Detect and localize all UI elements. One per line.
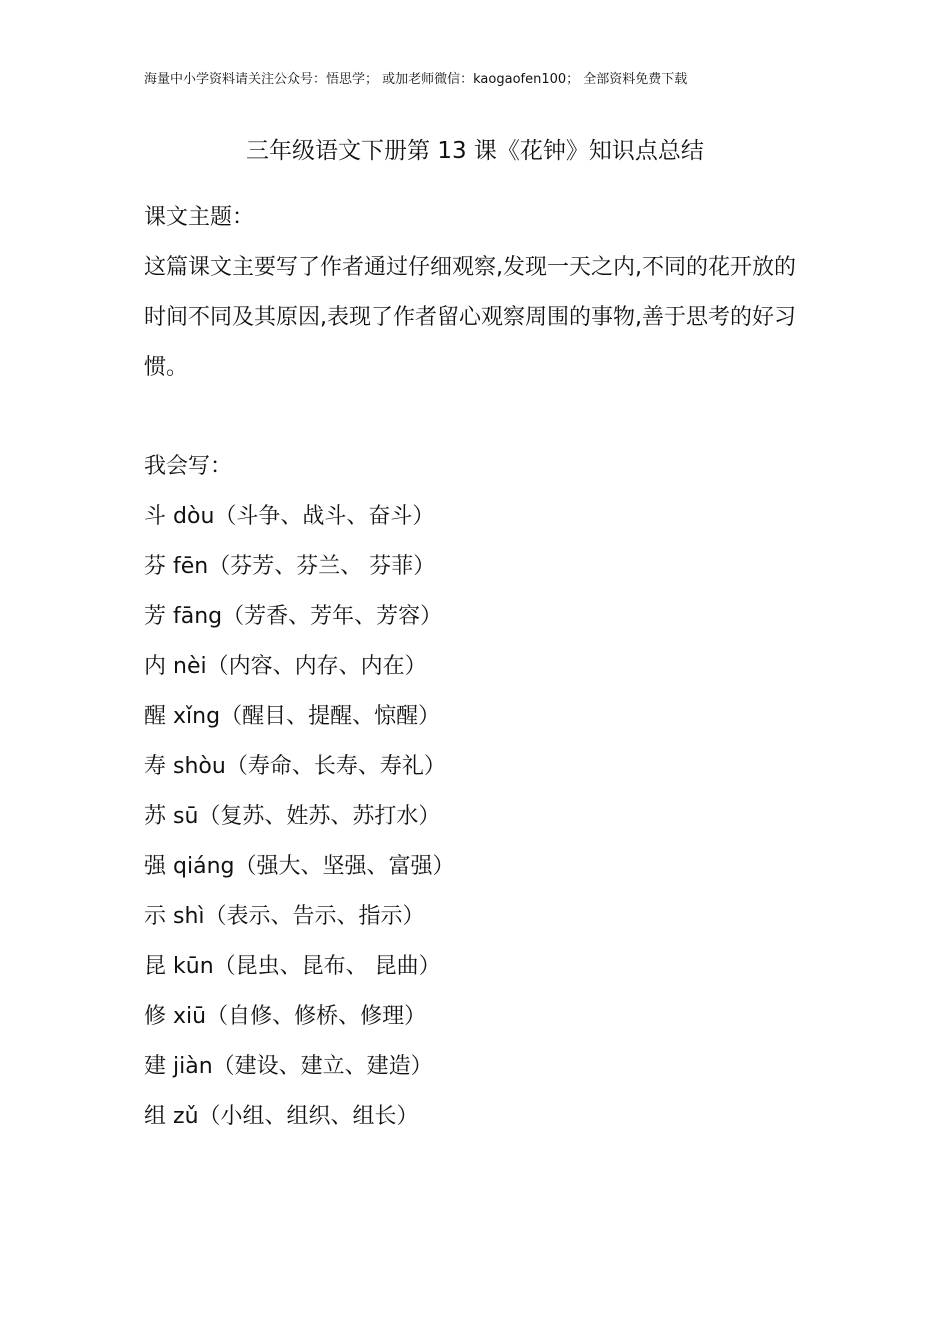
vocab-pinyin: kūn	[173, 954, 214, 979]
vocab-pinyin: fēn	[173, 554, 209, 579]
vocab-words: （芬芳、芬兰、 芬菲）	[208, 554, 436, 579]
vocab-char: 修	[144, 1004, 167, 1029]
vocab-pinyin: shì	[173, 904, 205, 929]
vocab-char: 苏	[144, 804, 167, 829]
vocab-pinyin: qiáng	[173, 854, 235, 879]
vocab-pinyin: zǔ	[173, 1104, 199, 1129]
vocab-words: （寿命、长寿、寿礼）	[225, 754, 446, 779]
vocabulary-item	[144, 492, 455, 542]
vocabulary-item	[144, 842, 455, 892]
vocab-char: 芳	[144, 604, 167, 629]
vocab-words: （芳香、芳年、芳容）	[222, 604, 443, 629]
vocab-pinyin: xǐng	[173, 704, 221, 729]
vocab-char: 示	[144, 904, 167, 929]
vocab-words: （小组、组织、组长）	[198, 1104, 419, 1129]
vocabulary-item	[144, 692, 455, 742]
vocab-char: 强	[144, 854, 167, 879]
theme-paragraph: 这篇课文主要写了作者通过仔细观察,发现一天之内,不同的花开放的时间不同及其原因,表现了作者留心观察周围的事物,善于思考的好习惯。	[144, 255, 796, 380]
vocabulary-item	[144, 1042, 455, 1092]
vocabulary-item	[144, 542, 455, 592]
header-note: 海量中小学资料请关注公众号：悟思学； 或加老师微信：kaogaofen100； 全部资料免费下载	[144, 72, 688, 87]
write-heading: 我会写：	[144, 454, 233, 479]
vocab-pinyin: fāng	[173, 604, 223, 629]
vocab-pinyin: nèi	[173, 654, 207, 679]
vocabulary-item	[144, 942, 455, 992]
vocabulary-item	[144, 1092, 455, 1142]
vocab-words: （表示、告示、指示）	[204, 904, 425, 929]
vocab-words: （强大、坚强、富强）	[234, 854, 455, 879]
vocab-words: （复苏、姓苏、苏打水）	[198, 804, 441, 829]
theme-heading: 课文主题：	[144, 205, 255, 230]
vocabulary-item	[144, 642, 455, 692]
vocab-words: （醒目、提醒、惊醒）	[220, 704, 441, 729]
vocab-char: 寿	[144, 754, 167, 779]
vocab-char: 芬	[144, 554, 167, 579]
vocab-char: 内	[144, 654, 167, 679]
vocab-pinyin: jiàn	[173, 1054, 213, 1079]
vocab-char: 昆	[144, 954, 167, 979]
vocab-words: （斗争、战斗、奋斗）	[214, 504, 435, 529]
vocab-char: 建	[144, 1054, 167, 1079]
vocab-char: 组	[144, 1104, 167, 1129]
vocab-pinyin: xiū	[173, 1004, 207, 1029]
vocab-words: （内容、内存、内在）	[206, 654, 427, 679]
vocab-words: （昆虫、昆布、 昆曲）	[213, 954, 441, 979]
vocabulary-list	[144, 492, 455, 1142]
vocab-pinyin: dòu	[173, 504, 215, 529]
vocab-char: 醒	[144, 704, 167, 729]
vocabulary-item	[144, 742, 455, 792]
vocabulary-item	[144, 892, 455, 942]
document-title: 三年级语文下册第 13 课《花钟》知识点总结	[246, 138, 704, 164]
vocab-pinyin: sū	[173, 804, 199, 829]
vocab-pinyin: shòu	[173, 754, 226, 779]
vocab-words: （建设、建立、建造）	[212, 1054, 433, 1079]
vocabulary-item	[144, 792, 455, 842]
vocab-char: 斗	[144, 504, 167, 529]
vocabulary-item	[144, 992, 455, 1042]
vocab-words: （自修、修桥、修理）	[206, 1004, 427, 1029]
vocabulary-item	[144, 592, 455, 642]
